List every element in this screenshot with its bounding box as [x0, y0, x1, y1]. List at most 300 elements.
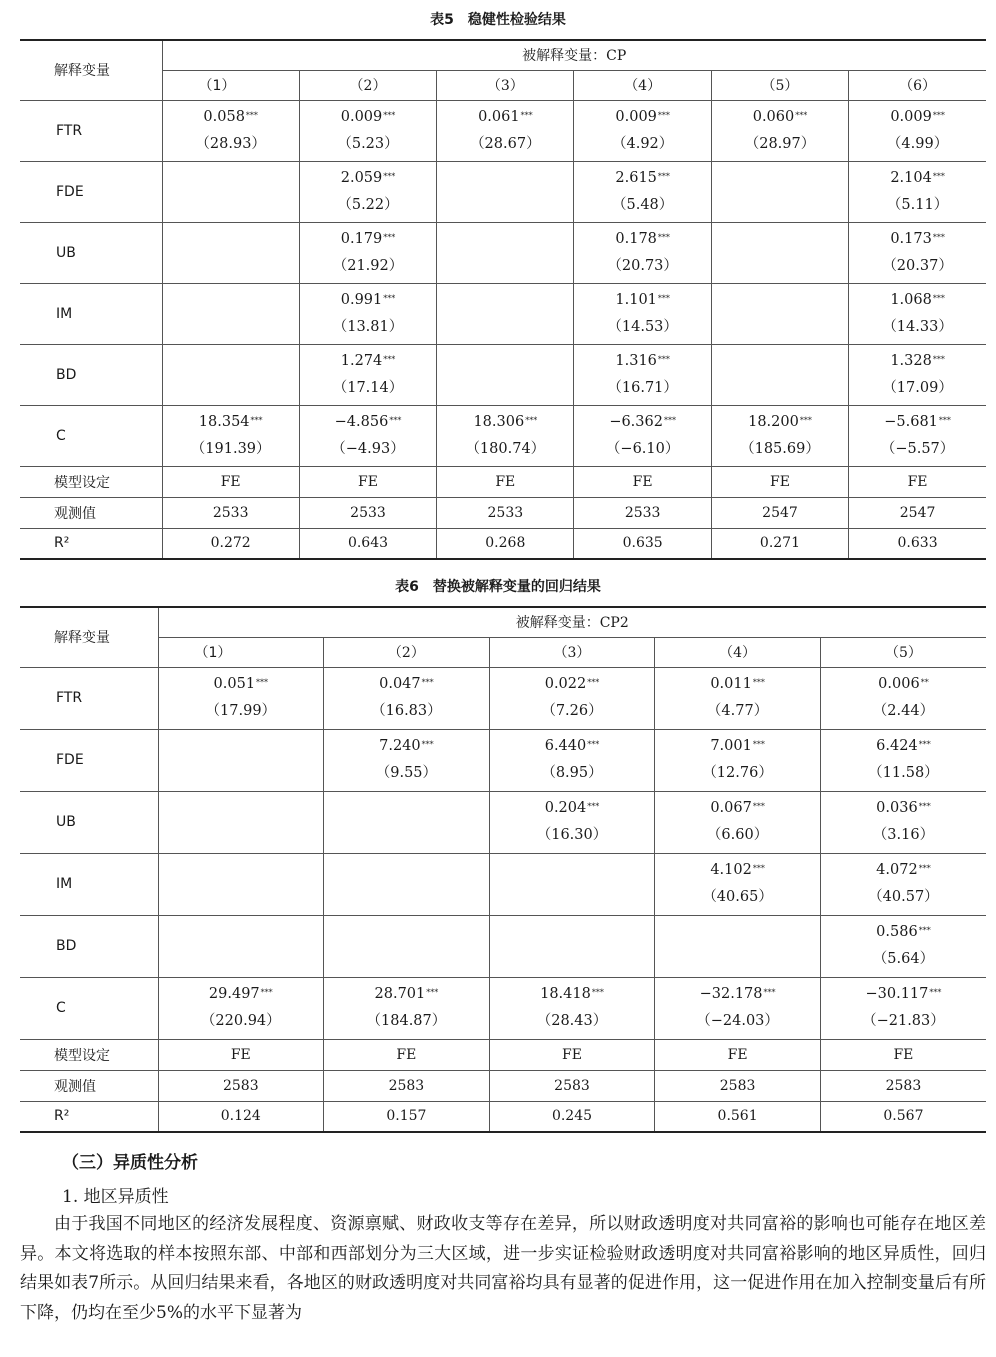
significance-stars: *** [520, 110, 533, 120]
coefficient: 0.179 [340, 230, 383, 247]
table-cell [299, 100, 436, 161]
coefficient-line [710, 733, 765, 760]
coefficient-line [890, 165, 945, 192]
t-statistic: （28.43） [536, 1013, 608, 1029]
row-label: FDE [20, 161, 162, 222]
table-cell [574, 222, 711, 283]
coefficient-line [710, 795, 765, 822]
t-statistic: （16.71） [607, 379, 678, 396]
table-cell [162, 222, 299, 283]
table-cell: FE [711, 466, 848, 497]
estimate [574, 287, 710, 341]
table-cell [158, 791, 324, 853]
table5-row-fde [20, 161, 986, 222]
t-statistic: （14.33） [882, 318, 953, 335]
table-cell: FE [655, 1039, 821, 1070]
coefficient: 18.418 [540, 986, 591, 1002]
coefficient: 0.036 [876, 800, 918, 816]
coefficient: 0.991 [340, 291, 383, 308]
coefficient-line [615, 348, 670, 375]
coefficient-line [710, 671, 765, 698]
t-statistic: （9.55） [375, 765, 438, 781]
table-cell: 2583 [324, 1070, 490, 1101]
coefficient: −32.178 [699, 986, 763, 1002]
t-statistic: （180.74） [465, 440, 546, 457]
table-cell: 0.124 [158, 1101, 324, 1132]
significance-stars: *** [752, 864, 765, 873]
section-heading: （三）异质性分析 [62, 1153, 198, 1173]
table-cell [574, 161, 711, 222]
table-cell [158, 915, 324, 977]
t-statistic: （17.14） [332, 379, 404, 396]
coefficient-line [615, 104, 670, 131]
significance-stars: *** [421, 678, 434, 687]
table-cell: 0.245 [489, 1101, 655, 1132]
table5-col-header-5: （5） [711, 70, 848, 100]
table-cell: 0.643 [299, 528, 436, 559]
coefficient-line [379, 671, 434, 698]
table-cell [324, 915, 490, 977]
table-cell [437, 283, 574, 344]
table-cell [158, 977, 324, 1039]
coefficient-line [214, 671, 269, 698]
significance-stars: *** [929, 988, 942, 997]
estimate [655, 733, 820, 787]
t-statistic: （28.67） [470, 135, 541, 152]
significance-stars: *** [795, 110, 808, 120]
coefficient-line [615, 287, 670, 314]
estimate [849, 165, 986, 219]
significance-stars: *** [421, 740, 434, 749]
estimate [821, 981, 986, 1035]
estimate [821, 919, 986, 973]
table-cell [162, 100, 299, 161]
coefficient: 2.059 [340, 169, 383, 186]
estimate [655, 981, 820, 1035]
coefficient-line [341, 287, 396, 314]
t-statistic: （17.09） [882, 379, 953, 396]
table-cell [655, 977, 821, 1039]
table-cell [574, 344, 711, 405]
t-statistic: （185.69） [740, 440, 820, 457]
estimate [712, 104, 848, 158]
coefficient: 18.354 [198, 413, 250, 430]
table6-summary-row [20, 1101, 986, 1132]
coefficient-line [473, 409, 537, 436]
estimate [849, 287, 986, 341]
table-cell [489, 729, 655, 791]
row-label: FTR [20, 100, 162, 161]
estimate [163, 409, 299, 463]
table5-column-row [20, 70, 986, 100]
table-cell [299, 283, 436, 344]
estimate [574, 226, 710, 280]
significance-stars: *** [918, 740, 931, 749]
significance-stars: *** [657, 232, 670, 242]
significance-stars: *** [260, 988, 273, 997]
table-cell [711, 222, 848, 283]
t-statistic: （14.53） [607, 318, 678, 335]
coefficient-line [209, 981, 273, 1008]
table-cell: 0.157 [324, 1101, 490, 1132]
table-cell [299, 405, 436, 466]
table-cell [299, 344, 436, 405]
coefficient-line [890, 104, 945, 131]
estimate [490, 795, 655, 849]
coefficient: 6.440 [544, 738, 587, 754]
estimate [821, 795, 986, 849]
coefficient-line [876, 857, 931, 884]
t-statistic: （40.65） [702, 889, 773, 905]
table6-col-header-2: （2） [324, 637, 490, 667]
table-cell [655, 729, 821, 791]
table-cell [324, 729, 490, 791]
significance-stars: *** [383, 171, 396, 181]
row-label: C [20, 977, 158, 1039]
significance-stars: *** [383, 232, 396, 242]
table-cell [158, 853, 324, 915]
body-paragraph [20, 1210, 986, 1328]
coefficient: −30.117 [865, 986, 929, 1002]
table-cell: 2583 [655, 1070, 821, 1101]
table5-var-header: 解释变量 [20, 40, 162, 100]
coefficient-line [876, 795, 931, 822]
t-statistic: （−6.10） [605, 440, 680, 457]
table-cell: 0.268 [437, 528, 574, 559]
table-cell [655, 667, 821, 729]
row-label: FTR [20, 667, 158, 729]
estimate [300, 287, 436, 341]
table-cell [849, 161, 986, 222]
estimate [490, 671, 655, 725]
table-cell [158, 667, 324, 729]
coefficient: 2.104 [890, 169, 932, 186]
significance-stars: *** [918, 864, 931, 873]
coefficient-line [876, 733, 931, 760]
t-statistic: （4.92） [612, 135, 674, 152]
estimate [159, 981, 324, 1035]
t-statistic: （−21.83） [862, 1013, 945, 1029]
t-statistic: （184.87） [366, 1013, 447, 1029]
t-statistic: （5.23） [337, 135, 399, 152]
coefficient-line [884, 409, 951, 436]
table-cell: 2583 [158, 1070, 324, 1101]
row-label: BD [20, 344, 162, 405]
coefficient: 1.328 [890, 352, 932, 369]
table-cell [489, 915, 655, 977]
coefficient: 4.072 [876, 862, 918, 878]
t-statistic: （6.60） [706, 827, 769, 843]
estimate [821, 671, 986, 725]
coefficient-line [710, 857, 765, 884]
estimate [300, 226, 436, 280]
coefficient-line [865, 981, 941, 1008]
table5-summary-row [20, 497, 986, 528]
t-statistic: （40.57） [868, 889, 939, 905]
coefficient: 0.051 [213, 676, 256, 692]
table6-row-fde [20, 729, 986, 791]
paragraph-text: 由于我国不同地区的经济发展程度、资源禀赋、财政收支等存在差异，所以财政透明度对共同富裕的影响也可能存在地区差异。本文将选取的样本按照东部、中部和西部划分为三大区域，进一步实证检验财政透明度对共同富裕影响的地区异质性，回归结果如表7所示。从回归结果来看，各地区的财政透明度对共同富裕均具有显著的促进作用，这一促进作用在加入控制变量后有所下降，仍均在至少5%的水平下显著为 [20, 1214, 986, 1323]
estimate [821, 857, 986, 911]
estimate [300, 104, 436, 158]
table-cell: 2533 [162, 497, 299, 528]
estimate [324, 671, 489, 725]
table6-row-ub [20, 791, 986, 853]
row-label: 观测值 [20, 1070, 158, 1101]
row-label: UB [20, 222, 162, 283]
table-cell [820, 729, 986, 791]
table6-row-bd [20, 915, 986, 977]
coefficient-line [341, 226, 396, 253]
sub-heading: 1. 地区异质性 [62, 1187, 169, 1207]
coefficient-line [379, 733, 434, 760]
table5-col-header-2: （2） [299, 70, 436, 100]
table-cell [574, 100, 711, 161]
estimate [821, 733, 986, 787]
table-cell: 2533 [437, 497, 574, 528]
significance-stars: *** [525, 415, 538, 425]
table6-row-ftr [20, 667, 986, 729]
estimate [300, 165, 436, 219]
estimate [849, 348, 986, 402]
estimate [574, 409, 710, 463]
significance-stars: *** [932, 354, 945, 364]
table-cell: 0.271 [711, 528, 848, 559]
coefficient: 0.009 [615, 108, 657, 125]
t-statistic: （−4.93） [331, 440, 405, 457]
t-statistic: （191.39） [190, 440, 271, 457]
table6-col-header-1: （1） [158, 637, 324, 667]
table-cell [655, 853, 821, 915]
significance-stars: *** [657, 171, 670, 181]
estimate [163, 104, 299, 158]
table5-col-header-6: （6） [849, 70, 986, 100]
table-cell: FE [489, 1039, 655, 1070]
significance-stars: *** [918, 926, 931, 935]
table-cell [437, 344, 574, 405]
t-statistic: （28.97） [744, 135, 816, 152]
significance-stars: *** [587, 740, 600, 749]
table-cell: 2583 [489, 1070, 655, 1101]
table-cell [489, 977, 655, 1039]
table-cell [299, 222, 436, 283]
table-cell [574, 405, 711, 466]
coefficient-line [545, 733, 600, 760]
table6-caption: 表6 替换被解释变量的回归结果 [395, 579, 601, 595]
estimate [159, 671, 324, 725]
table-cell [711, 344, 848, 405]
estimate [655, 671, 820, 725]
coefficient-line [615, 226, 670, 253]
coefficient-line [753, 104, 808, 131]
significance-stars: *** [426, 988, 439, 997]
table-cell [849, 344, 986, 405]
significance-stars: *** [663, 415, 676, 425]
t-statistic: （−24.03） [696, 1013, 779, 1029]
table-cell [711, 161, 848, 222]
significance-stars: *** [932, 171, 945, 181]
significance-stars: *** [932, 110, 945, 120]
t-statistic: （5.48） [612, 196, 674, 213]
coefficient-line [890, 287, 945, 314]
significance-stars: *** [587, 802, 600, 811]
table-cell [820, 791, 986, 853]
table-cell [655, 915, 821, 977]
coefficient: 1.274 [340, 352, 383, 369]
coefficient: 2.615 [615, 169, 657, 186]
row-label: BD [20, 915, 158, 977]
estimate [300, 348, 436, 402]
coefficient: 7.240 [379, 738, 421, 754]
estimate [655, 795, 820, 849]
table-cell [711, 405, 848, 466]
row-label: FDE [20, 729, 158, 791]
row-label: R² [20, 528, 162, 559]
coefficient: 1.316 [615, 352, 657, 369]
coefficient-line [203, 104, 258, 131]
coefficient-line [890, 226, 945, 253]
table5-dep-header: 被解释变量：CP [162, 40, 986, 70]
table-cell [324, 791, 490, 853]
table-cell: 0.635 [574, 528, 711, 559]
table5-header-row [20, 40, 986, 70]
table6-col-header-4: （4） [655, 637, 821, 667]
row-label: IM [20, 853, 158, 915]
estimate [437, 104, 573, 158]
t-statistic: （−5.57） [880, 440, 955, 457]
t-statistic: （4.77） [706, 703, 769, 719]
coefficient-line [609, 409, 676, 436]
table-cell [158, 729, 324, 791]
coefficient: 0.067 [710, 800, 752, 816]
estimate [324, 981, 489, 1035]
table-cell [849, 222, 986, 283]
table-cell: 0.633 [849, 528, 986, 559]
significance-stars: *** [799, 415, 812, 425]
t-statistic: （3.16） [872, 827, 935, 843]
significance-stars: *** [383, 354, 396, 364]
coefficient-line [199, 409, 263, 436]
coefficient: −4.856 [334, 413, 389, 430]
significance-stars: *** [657, 354, 670, 364]
coefficient: 1.101 [615, 291, 657, 308]
coefficient: 0.009 [890, 108, 932, 125]
table-cell: 2533 [299, 497, 436, 528]
table6-col-header-5: （5） [820, 637, 986, 667]
table6-col-header-3: （3） [489, 637, 655, 667]
estimate [324, 733, 489, 787]
table5-row-ub [20, 222, 986, 283]
table-cell [849, 100, 986, 161]
coefficient-line [341, 165, 396, 192]
coefficient: 7.001 [710, 738, 752, 754]
table5-row-ftr [20, 100, 986, 161]
significance-stars: *** [752, 802, 765, 811]
table-cell [437, 161, 574, 222]
table-cell: FE [437, 466, 574, 497]
coefficient-line [878, 671, 929, 698]
table-cell: FE [158, 1039, 324, 1070]
table-cell: FE [849, 466, 986, 497]
coefficient-line [748, 409, 812, 436]
table-cell [162, 405, 299, 466]
table-cell [162, 161, 299, 222]
coefficient: 0.022 [544, 676, 587, 692]
table-cell: 0.567 [820, 1101, 986, 1132]
estimate [849, 409, 986, 463]
table5-summary-row [20, 528, 986, 559]
table-cell [711, 100, 848, 161]
table-cell: 2583 [820, 1070, 986, 1101]
coefficient-line [335, 409, 402, 436]
estimate [490, 733, 655, 787]
table6-row-im [20, 853, 986, 915]
coefficient: 0.061 [478, 108, 520, 125]
table5-col-header-1: （1） [162, 70, 299, 100]
table-cell [849, 405, 986, 466]
table6-dep-header: 被解释变量：CP2 [158, 607, 986, 637]
table-cell [489, 667, 655, 729]
coefficient: 0.586 [876, 924, 918, 940]
significance-stars: *** [383, 110, 396, 120]
coefficient: 0.058 [203, 108, 245, 125]
t-statistic: （4.99） [886, 135, 949, 152]
coefficient-line [700, 981, 776, 1008]
coefficient: 29.497 [208, 986, 260, 1002]
table-cell: FE [574, 466, 711, 497]
table-cell [574, 283, 711, 344]
coefficient-line [890, 348, 945, 375]
significance-stars: *** [587, 678, 600, 687]
table5-caption: 表5 稳健性检验结果 [430, 12, 566, 28]
coefficient: 0.173 [890, 230, 932, 247]
table-cell [437, 100, 574, 161]
table-cell: FE [820, 1039, 986, 1070]
coefficient-line [478, 104, 533, 131]
table-cell: 2533 [574, 497, 711, 528]
row-label: 观测值 [20, 497, 162, 528]
coefficient-line [540, 981, 604, 1008]
significance-stars: *** [245, 110, 258, 120]
significance-stars: *** [250, 415, 263, 425]
coefficient: 0.204 [544, 800, 587, 816]
significance-stars: *** [932, 293, 945, 303]
t-statistic: （5.22） [337, 196, 399, 213]
table5-col-header-4: （4） [574, 70, 711, 100]
coefficient: −6.362 [609, 413, 663, 430]
coefficient: 0.009 [340, 108, 383, 125]
row-label: R² [20, 1101, 158, 1132]
t-statistic: （11.58） [868, 765, 939, 781]
t-statistic: （21.92） [332, 257, 404, 274]
coefficient-line [876, 919, 931, 946]
table-cell [324, 667, 490, 729]
coefficient: 0.178 [615, 230, 657, 247]
table-cell: 0.272 [162, 528, 299, 559]
estimate [849, 226, 986, 280]
significance-stars: *** [389, 415, 402, 425]
estimate [437, 409, 573, 463]
significance-stars: *** [763, 988, 776, 997]
t-statistic: （17.99） [205, 703, 277, 719]
coefficient: 0.047 [379, 676, 421, 692]
t-statistic: （7.26） [541, 703, 603, 719]
table-cell: FE [299, 466, 436, 497]
row-label: C [20, 405, 162, 466]
estimate [655, 857, 820, 911]
table-cell [655, 791, 821, 853]
coefficient-line [341, 104, 396, 131]
